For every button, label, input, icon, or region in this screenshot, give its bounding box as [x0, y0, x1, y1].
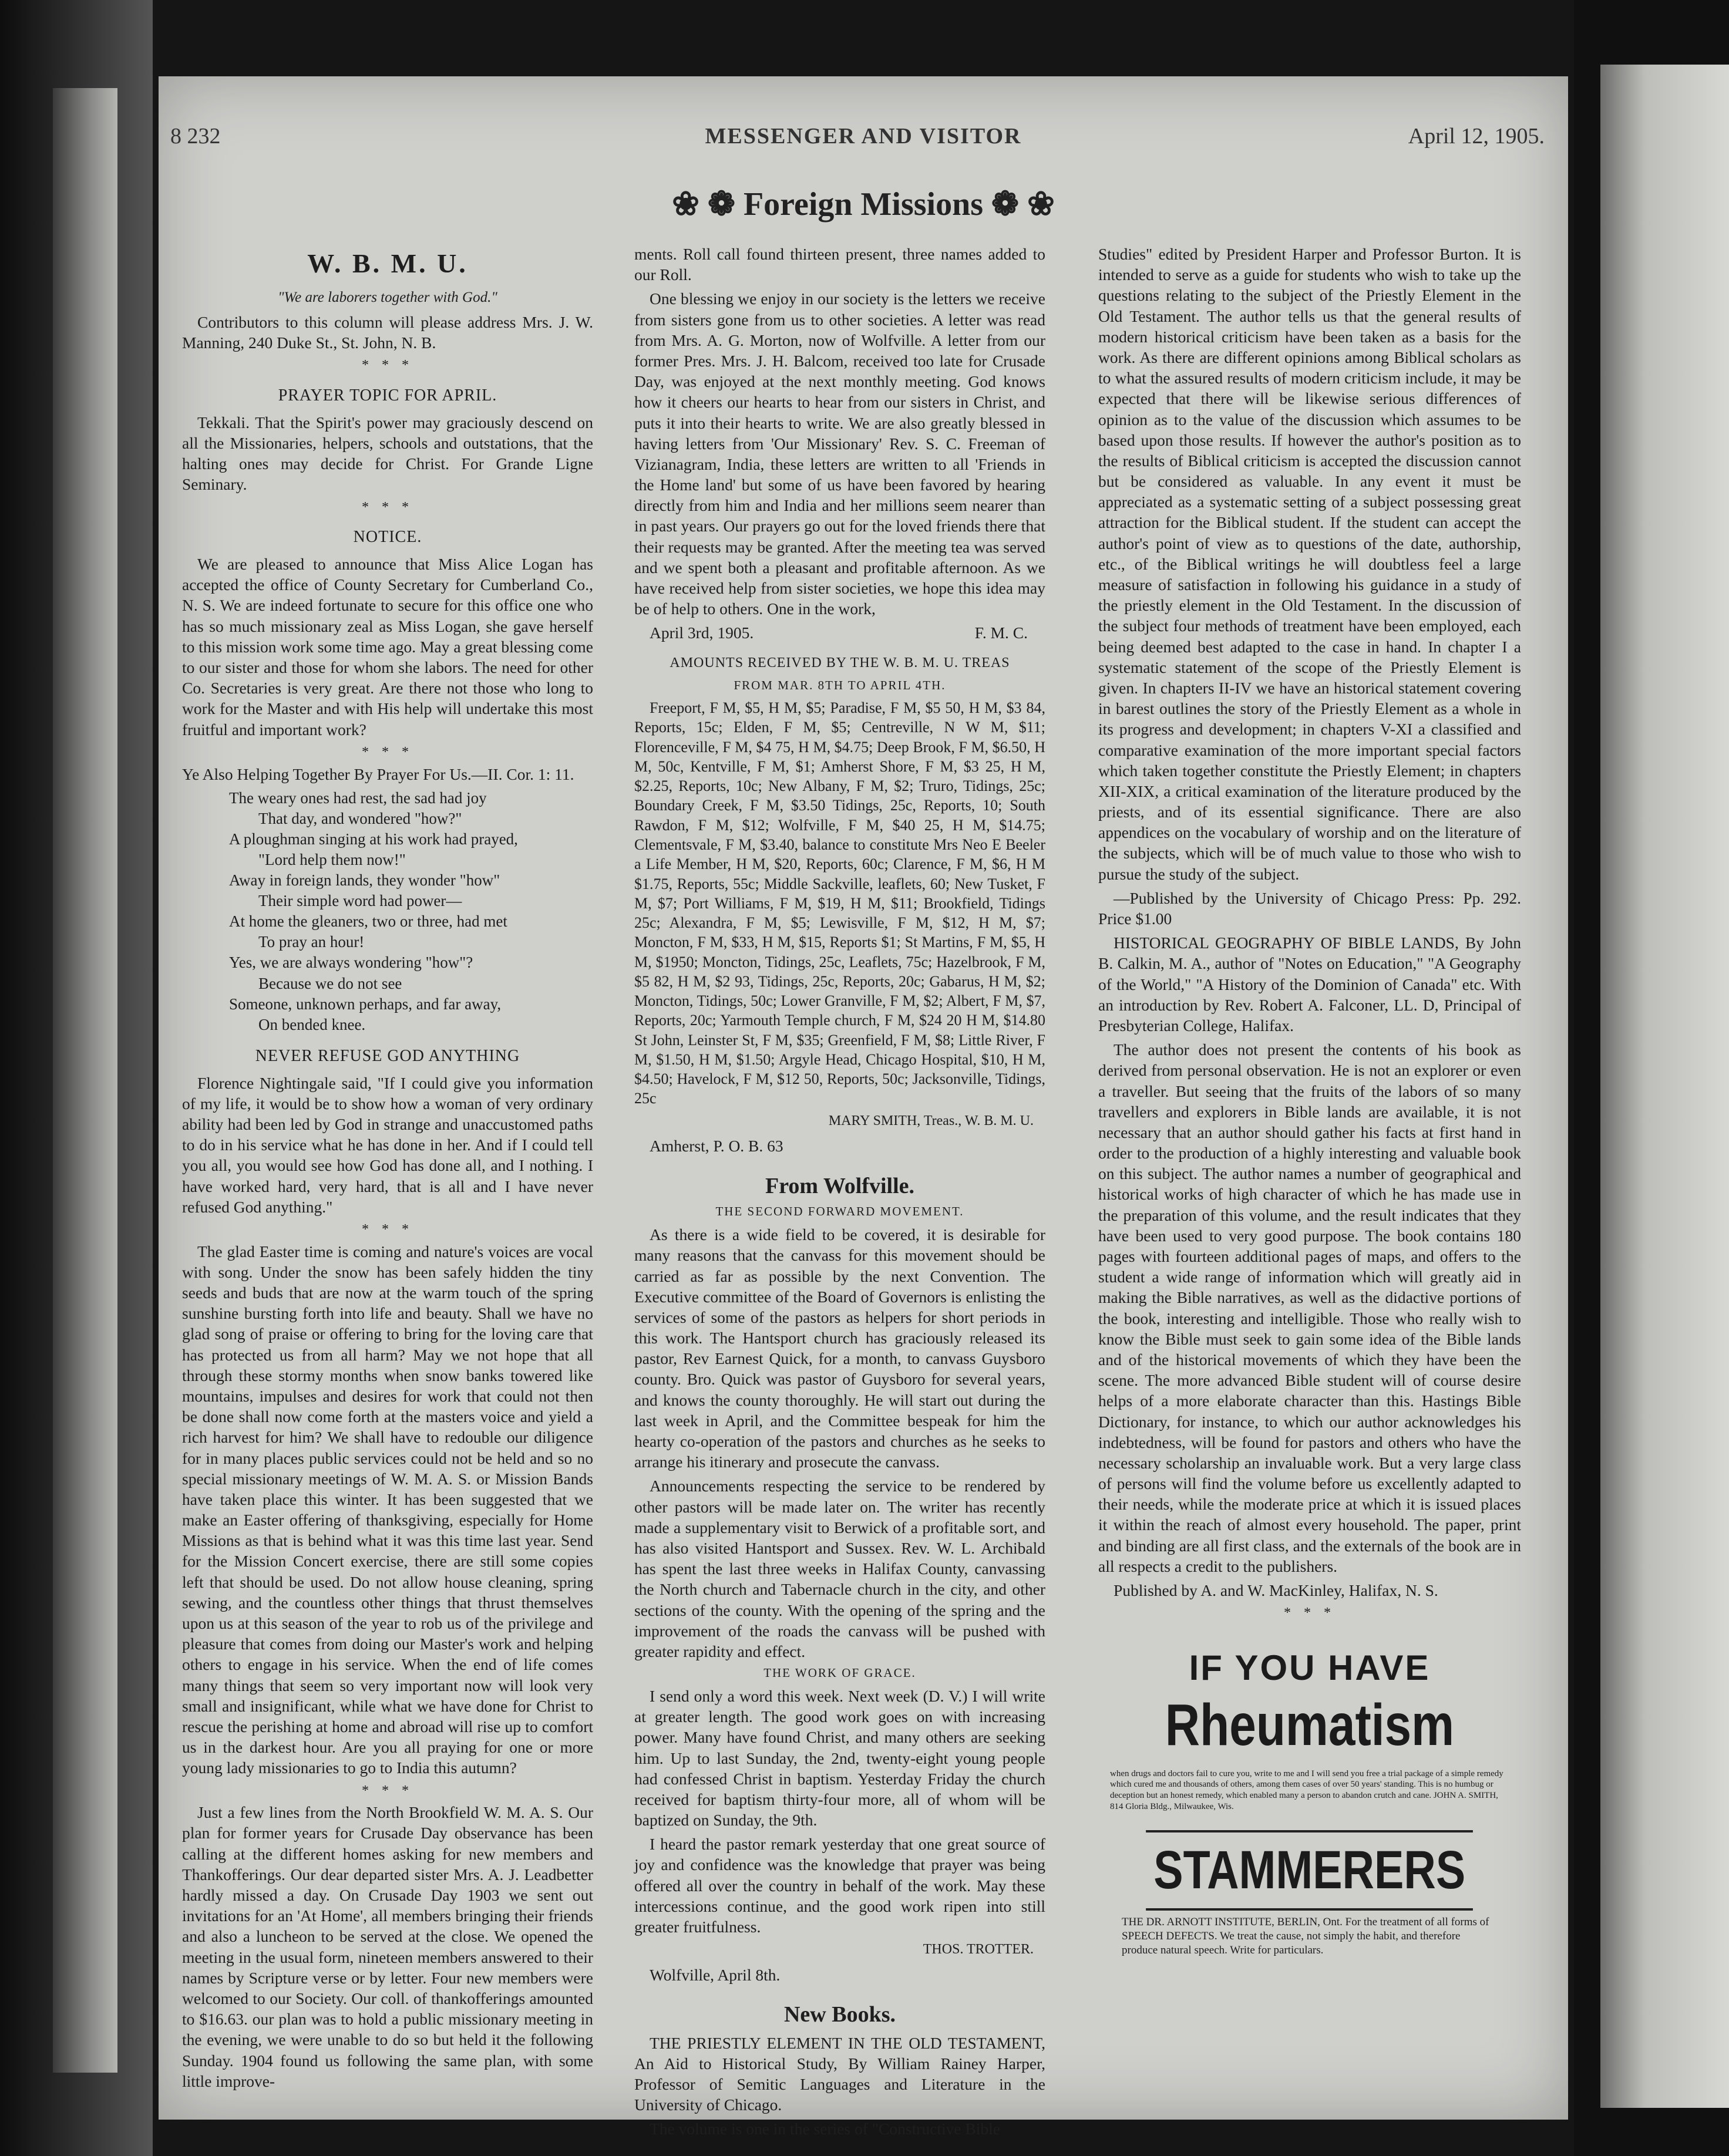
ad-rheumatism-top: IF YOU HAVE — [1189, 1648, 1431, 1687]
amounts-subheading: FROM MAR. 8TH TO APRIL 4TH. — [734, 678, 946, 693]
issue-date: April 12, 1905. — [1408, 124, 1545, 149]
book-1-review: Studies" edited by President Harper and Professor Burton. It is intended to serve as a guide for students who wish to take up the questions relating to the subject of the Priestly Element in the Old Testament. The author tells us that the general results of modern historical criticism have been taken as a basis for the work. As there are different opinions among Biblical scholars as to what the assured results of modern criticism include, it may be expected that there will be likewise serious differences of opinion as to the value of the discussion which assumes to be based upon those results. If however the author's position as to the results of Biblical criticism is accepted the discussion cannot but be considered as valuable. In any event it must be appreciated as a systematic setting of a subject possessing great attraction for the Biblical student. If the student can accept the author's point of view as to questions of the date, authorship, etc., of the Biblical writings he will doubtless feel a large measure of satisfaction in following his guidance in a study of the priestly element in the Old Testament. In the discussion of the subject four methods of treatment have been employed, each being deemed best adapted to the case in hand. In chapter I a systematic statement of the scope of the Priestly Element is given. In chapters II-IV we have an historical statement covering in barest outlines the story of the Priestly Element as a whole in its progress and development; in chapters V-XI a classified and comparative examination of the more important special factors which taken together constitute the Priestly Element; in chapters XII-XIX, a critical examination of the literature produced by the priests, and of its essential significance. There are also appendices on the vocabulary of worship and on the literature of the subjects, which will be of much value to those who wish to pursue the study of the subject. — [1098, 245, 1521, 883]
ad-rheumatism-title: Rheumatism — [1165, 1692, 1455, 1758]
amounts-list: Freeport, F M, $5, H M, $5; Paradise, F M, $5 50, H M, $3 84, Reports, 15c; Elden, F M, $5; Centreville, N W M, $11; Florenceville, F M, $4 75, H M, $4.75; Deep Brook, F M, $6.50, H M, 50c, Kentville, F M, $1; Amherst Shore, F M, $3 25, H M, $2.25, Reports, 10c; New Albany, F M, $2; Truro, Tidings, 25c; Boundary Creek, F M, $3.50 Tidings, 25c, Reports, 10; South Rawdon, F M, $12; Wolfville, F M, $40 25, H M, $14.75; Clementsvale, F M, $3.40, balance to constitute Mrs Neo E Beeler a Life Member, H M, $20, Reports, 60c; Clarence, F M, $6, H M $1.75, Reports, 55c; Middle Sackville, leaflets, 60; New Tusket, F M, $7; Port Williams, F M, $19, H M, $11; Brookfield, Tidings 25c; Alexandra, F M, $5; Lewisville, F M, $12, H M, $7; Moncton, F M, $33, H M, $15, Reports $1; St Martins, F M, $5, H M, $1950; Moncton, Tidings, 25c, Leaflets, 75c; Hazelbrook, F M, $5 82, H M, $2 93, Tidings, 25c, Reports, 20c; Gabarus, H M, $2; Moncton, Tidings, 50c; Lower Granville, F M, $2; Albert, F M, $7, Reports, 20c; Yarmouth Temple church, F M, $24 20 H M, $14.80 St John, Leinster St, F M, $35; Greenfield, F M, $8; Little River, F M, $1.50, H M, $1.50; Argyle Head, Chicago Hospital, $10, H M, $4.50; Havelock, F M, $12 50, Reports, 50c; Jacksonville, Tidings, 25c — [634, 699, 1045, 1107]
page-number: 8 232 — [170, 124, 221, 149]
book-2-title: HISTORICAL GEOGRAPHY OF BIBLE LANDS, By John B. Calkin, M. A., author of "Notes on Education," "A Geography of the World," "A History of the Dominion of Canada" etc. With an introduction by Rev. Robert A. Falconer, LL. D, Principal of Presbyterian College, Halifax. — [1098, 934, 1521, 1035]
separator-stars: * * * — [1284, 1605, 1336, 1621]
ad-rheumatism-text: when drugs and doctors fail to cure you, write to me and I will send you free a trial package of a simple remedy which cured me and thousands of others, among them cases of over 50 years' standing. This is no humbug or deception but an honest remedy, which enabled many a person to abandon crutch and cane. JOHN A. SMITH, 814 Gloria Bldg., Milwaukee, Wis. — [1110, 1768, 1503, 1811]
easter-text: The glad Easter time is coming and nature's voices are vocal with song. Under the snow has been safely hidden the tiny seeds and buds that are now at the warm touch of the spring sunshine bursting forth into life and beauty. Shall we have no glad song of praise or offering to bring for the loving care that has protected us from all harm? May we not hope that all through these stormy months when snow banks towered like mountains, impulses and desires for work that could not then be done shall now come forth at the masters voice and yield a rich harvest for him? We shall have to redouble our diligence for in many places public services could not be held and so no special missionary meetings of W. M. A. S. or Mission Bands have taken place this winter. It has been suggested that we make an Easter offering of thanksgiving, especially for Home Missions as that is behind what it was this time last year. Send for the Mission Concert exercise, there are still some copies left that should be used. Do not allow house cleaning, spring sewing, and the countless other things that thrust themselves upon us at this season of the year to rob us of the privilege and pleasure that comes from doing our Master's work and helping others to engage in his service. When the end of life comes many things that seem so very important now will look very small and insignificant, while what we have done for Christ to rescue the perishing at home and abroad will rise up to comfort us in the darkest hour. Are you all praying for one or more young lady missionaries to go to India this autumn? — [182, 1242, 593, 1777]
poem-line: Their simple word had power— — [258, 892, 462, 910]
forward-movement-subheading: THE SECOND FORWARD MOVEMENT. — [715, 1204, 964, 1219]
book-1-title: THE PRIESTLY ELEMENT IN THE OLD TESTAMENT, An Aid to Historical Study, By William Rainey Harper, Professor of Semitic Languages and Literature in the University of Chicago. — [634, 2033, 1045, 2114]
poem-line: The weary ones had rest, the sad had joy — [229, 789, 487, 807]
helping-heading: Ye Also Helping Together By Prayer For Us.—II. Cor. 1: 11. — [182, 764, 574, 783]
grace-text-1: I send only a word this week. Next week (D. V.) I will write at greater length. The good work goes on with increasing power. Many have found Christ, and many others are seeking him. Up to last Sunday, the 2nd, twenty-eight young people had confessed Christ in baptism. Yesterday Friday the church received for baptism thirty-four more, all of whom will be baptized on Sunday, the 9th. — [634, 1686, 1045, 1830]
ad-stammerers-title: STAMMERERS — [1146, 1830, 1473, 1911]
brookfield-text: Just a few lines from the North Brookfield W. M. A. S. Our plan for former years for Crusade Day observance has been calling at the different homes asking for new members and Thankofferings. Our dear departed sister Mrs. A. J. Leadbetter hardly missed a day. On Crusade Day 1903 we sent out invitations for an 'At Home', all members bringing their friends and also a luncheon to be served at the close. We opened the meeting in the usual form, nineteen members answered to their names by Scripture verse or by letter. Four new members were welcomed to our Society. Our coll. of thankofferings amounted to $16.63. our plan was to hold a public missionary meeting in the evening, we were unable to do so but held it the following Sunday. 1904 found us following the same plan, with some little improve- — [182, 1803, 593, 2090]
prayer-topic-text: Tekkali. That the Spirit's power may graciously descend on all the Missionaries, helpers, schools and outstations, that the halting ones may decide for Christ. For Grande Ligne Seminary. — [182, 413, 593, 494]
newspaper-page — [159, 76, 1568, 2138]
book-1-review-start: The volume is one in the series of "Constructive Bible — [650, 2120, 1001, 2138]
column-3 — [1098, 244, 1521, 1962]
never-refuse-heading: NEVER REFUSE GOD ANYTHING — [255, 1046, 520, 1065]
separator-stars: * * * — [362, 744, 413, 760]
page-header — [159, 123, 1568, 159]
letters-signature: F. M. C. — [974, 624, 1028, 642]
wolfville-text-2: Announcements respecting the service to be rendered by other pastors will be made later on. The writer has recently made a supplementary visit to Berwick of a profitable sort, and has also visited Hantsport and Sussex. Rev. W. L. Archibald has spent the last three weeks in Halifax County, canvassing the North church and Tabernacle church in the city, and other sections of the county. With the opening of the spring and the improvement of the roads the canvass will be pushed with greater rapidity and effect. — [634, 1477, 1045, 1660]
notice-heading: NOTICE. — [353, 528, 422, 547]
treasurer-signature: MARY SMITH, Treas., W. B. M. U. — [828, 1113, 1034, 1128]
poem-line: At home the gleaners, two or three, had met — [229, 912, 507, 931]
letters-date: April 3rd, 1905. F. M. C. — [634, 622, 1045, 643]
amounts-heading: AMOUNTS RECEIVED BY THE W. B. M. U. TREAS — [670, 655, 1010, 671]
treasurer-address: Amherst, P. O. B. 63 — [650, 1137, 783, 1156]
fleuron-left-icon: ❀ ❁ — [672, 186, 735, 223]
separator-stars: * * * — [362, 1221, 413, 1237]
column-2 — [634, 244, 1045, 2143]
work-of-grace-subheading: THE WORK OF GRACE. — [763, 1666, 916, 1680]
book-1-publisher: —Published by the University of Chicago Press: Pp. 292. Price $1.00 — [1098, 888, 1521, 928]
paper-name: MESSENGER AND VISITOR — [705, 124, 1022, 149]
poem-line: To pray an hour! — [258, 933, 365, 951]
separator-stars: * * * — [362, 358, 413, 373]
poem-line: Because we do not see — [258, 974, 402, 992]
grace-signature: THOS. TROTTER. — [923, 1942, 1034, 1958]
poem-line: Yes, we are always wondering "how"? — [229, 954, 473, 972]
book-2-publisher: Published by A. and W. MacKinley, Halifax, N. S. — [1114, 1581, 1438, 1599]
fleuron-right-icon: ❁ ❀ — [991, 186, 1055, 223]
poem-line: Someone, unknown perhaps, and far away, — [229, 995, 502, 1013]
brookfield-continued: ments. Roll call found thirteen present, three names added to our Roll. — [634, 245, 1045, 284]
rheumatism-advertisement — [1098, 1646, 1521, 1958]
scan-binding-strip — [53, 88, 117, 2073]
poem-line: A ploughman singing at his work had prayed, — [229, 830, 518, 848]
book-2-review: The author does not present the contents of his book as derived from personal observation. He is not an explorer or even a traveller. But seeing that the fruits of the labors of so many travellers and explorers in Bible lands are available, it is not necessary that an author should gather his facts at first hand in order to the production of a highly interesting and valuable book on this subject. The author names a number of geographical and historical works of high character of which he has made use in the preparation of this volume, and the result indicates that they have been used to very good purpose. The book contains 180 pages with fourteen additional pages of maps, and offers to the student a wide range of information which will greatly aid in making the Bible narratives, as well as the didactive portions of the book, interesting and intelligible. Those who really wish to know the Bible must seek to gain some idea of the Bible lands and of the historical movements of which they have been the scene. The more advanced Bible student will of course desire helps of a more elaborate character than this. Hastings Bible Dictionary, for instance, to which our author acknowledges his indebtedness, will be found for pastors and others who have the necessary scholarship an invaluable work. But a very large class of persons will find the volume before us excellently adapted to their needs, while the moderate price at which it is issued places it within the reach of almost every household. The paper, print and binding are all first class, and the externals of the book are in all respects a credit to the publishers. — [1098, 1040, 1521, 1575]
poem-line: "Lord help them now!" — [258, 850, 406, 868]
wbmu-heading: W. B. M. U. — [307, 248, 468, 278]
wolfville-heading: From Wolfville. — [765, 1173, 914, 1198]
contributors-note: Contributors to this column will please address Mrs. J. W. Manning, 240 Duke St., St. John, N. B. — [182, 312, 593, 352]
new-books-heading: New Books. — [783, 2002, 896, 2027]
never-refuse-text: Florence Nightingale said, "If I could give you information of my life, it would be to show how a woman of very ordinary ability had been led by God in strange and unaccustomed paths to do in his service what he has done in her. And if I could tell you all, you would see how God has done all, and I nothing. I have worked hard, very hard, that is all and I have never refused God anything." — [182, 1073, 593, 1216]
notice-text: We are pleased to announce that Miss Alice Logan has accepted the office of County Secretary for Cumberland Co., N. S. We are indeed fortunate to secure for this office one who has so much missionary zeal as Miss Logan, she gave herself to this mission work some time ago. May a great blessing come to our sister and those for whom she labors. The need for other Co. Secretaries is very great. Are there not those who long to work for the Master and with His help will undertake this most fruitful and important work? — [182, 555, 593, 739]
separator-stars: * * * — [362, 499, 413, 515]
separator-stars: * * * — [362, 1783, 413, 1798]
poem-line: Away in foreign lands, they wonder "how" — [229, 871, 500, 890]
column-1 — [182, 247, 593, 2095]
wolfville-text-1: As there is a wide field to be covered, it is desirable for many reasons that the canvass for this movement should be carried as far as possible by the next Convention. The Executive committee of the Board of Governors is enlisting the services of some of the pastors as helpers for short periods in this work. The Hantsport church has graciously released its pastor, Rev Earnest Quick, for a month, to canvass Guysboro county. Bro. Quick was pastor of Guysboro for several years, and knows the county thoroughly. He will start out during the last week in April, and the Committee bespeak for him the hearty co-operation of the pastors and churches as he seeks to arrange his itinerary and prosecute the canvass. — [634, 1225, 1045, 1471]
letters-text: One blessing we enjoy in our society is the letters we receive from sisters gone from us to other societies. A letter was read from Mrs. A. G. Morton, now of Wolfville. A letter from our former Pres. Mrs. J. H. Balcom, received too late for Crusade Day, was enjoyed at the next monthly meeting. God knows how it cheers our hearts to hear from our sisters in Christ, and puts it into their hearts to write. We are also greatly blessed in having letters from 'Our Missionary' Rev. S. C. Freeman of Vizianagram, India, these letters are written to all 'Friends in the Home land' but some of us have been favored by hearing directly from him and India and her millions seem nearer than in past years. Our prayers go out for the loved friends there that their requests may be granted. After the meeting tea was served and we spent both a pleasant and profitable afternoon. As we have received help from sister societies, we hope this idea may be of help to others. One in the work, — [634, 289, 1045, 618]
scan-next-page-edge — [1600, 65, 1729, 2108]
poem-line: On bended knee. — [258, 1015, 366, 1033]
section-title: ❀ ❁ Foreign Missions ❁ ❀ — [672, 186, 1055, 223]
grace-date: Wolfville, April 8th. — [650, 1965, 781, 1984]
poem — [229, 788, 593, 1035]
prayer-topic-heading: PRAYER TOPIC FOR APRIL. — [278, 386, 497, 405]
poem-line: That day, and wondered "how?" — [258, 809, 462, 827]
wbmu-motto: "We are laborers together with God." — [278, 289, 497, 305]
grace-text-2: I heard the pastor remark yesterday that one great source of joy and confidence was the knowledge that prayer was being offered all over the country in behalf of the work. May these intercessions continue, and the good work ripen into still greater fruitfulness. — [634, 1835, 1045, 1936]
ad-stammerers-text: THE DR. ARNOTT INSTITUTE, BERLIN, Ont. For the treatment of all forms of SPEECH DEFECTS. We treat the cause, not simply the habit, and therefore produce natural speech. Write for particulars. — [1122, 1916, 1489, 1956]
